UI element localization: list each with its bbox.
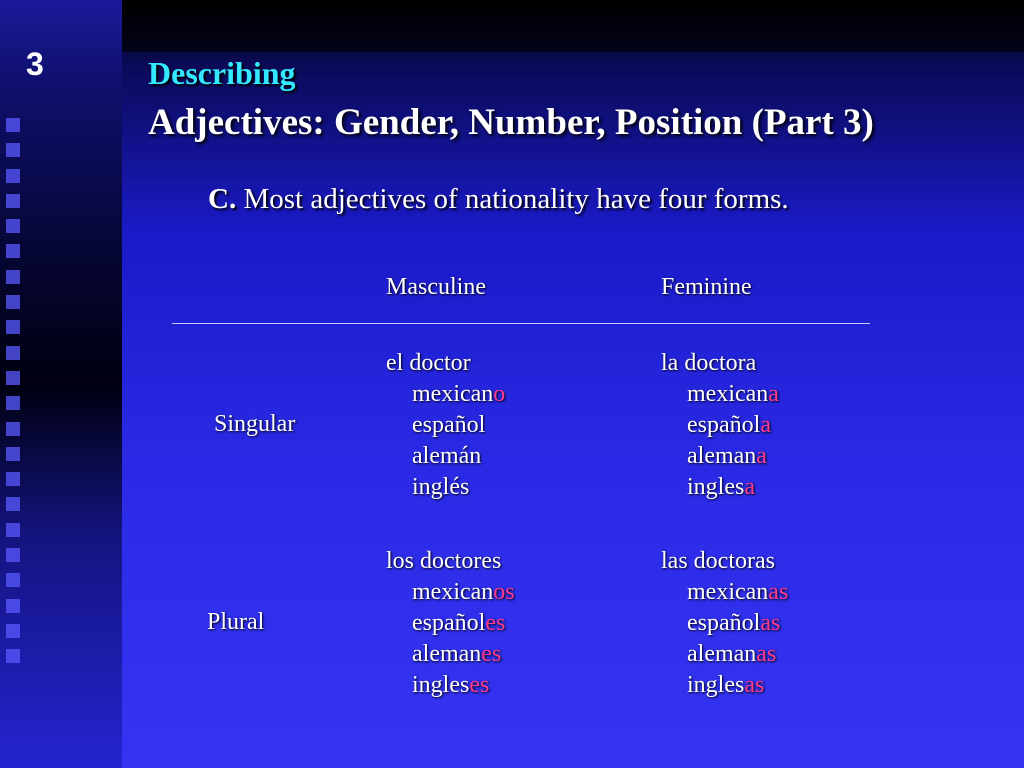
ending-highlight: o xyxy=(493,381,506,407)
adjective-form: española xyxy=(687,412,771,438)
header-divider xyxy=(172,323,870,324)
plural-masculine-cell xyxy=(386,546,515,701)
adjective-form: españoles xyxy=(412,610,506,636)
left-decorative-strip xyxy=(0,0,122,768)
ending-highlight: as xyxy=(756,641,777,667)
header-feminine: Feminine xyxy=(661,274,752,300)
adjective-form: inglesas xyxy=(687,672,765,698)
ending-highlight: a xyxy=(760,412,771,438)
row-label-singular: Singular xyxy=(214,411,296,437)
decorative-squares xyxy=(6,118,26,675)
singular-feminine-cell xyxy=(661,348,779,503)
ending-highlight: es xyxy=(485,610,506,636)
noun-phrase: el doctor xyxy=(386,350,471,376)
adjective-form: españolas xyxy=(687,610,781,636)
adjective-form: inglés xyxy=(412,474,470,500)
ending-highlight: es xyxy=(481,641,502,667)
lead-text: Most adjectives of nationality have four forms. xyxy=(236,183,789,215)
top-band xyxy=(122,0,1024,52)
ending-highlight: as xyxy=(760,610,781,636)
slide-title: Adjectives: Gender, Number, Position (Part 3) xyxy=(148,102,874,143)
ending-highlight: os xyxy=(493,579,515,605)
ending-highlight: as xyxy=(768,579,789,605)
ending-highlight: es xyxy=(469,672,490,698)
header-masculine: Masculine xyxy=(386,274,486,300)
plural-feminine-cell xyxy=(661,546,788,701)
slide-subtitle: Describing xyxy=(148,55,296,91)
adjective-form: mexicanas xyxy=(687,579,789,605)
adjective-form: alemanas xyxy=(687,641,777,667)
adjective-form: alemana xyxy=(687,443,767,469)
noun-phrase: los doctores xyxy=(386,548,502,574)
row-label-plural: Plural xyxy=(207,609,265,635)
adjective-form: español xyxy=(412,412,486,438)
lead-sentence xyxy=(208,183,789,216)
lead-letter: C. xyxy=(208,183,237,215)
ending-highlight: a xyxy=(756,443,767,469)
noun-phrase: la doctora xyxy=(661,350,757,376)
ending-highlight: a xyxy=(744,474,755,500)
ending-highlight: as xyxy=(744,672,765,698)
adjective-form: alemán xyxy=(412,443,482,469)
adjective-form: mexicana xyxy=(687,381,779,407)
adjective-form: mexicanos xyxy=(412,579,515,605)
slide-number: 3 xyxy=(26,46,44,82)
adjective-form: inglesa xyxy=(687,474,755,500)
noun-phrase: las doctoras xyxy=(661,548,775,574)
singular-masculine-cell xyxy=(386,348,505,503)
adjective-form: ingleses xyxy=(412,672,490,698)
ending-highlight: a xyxy=(768,381,779,407)
adjective-form: alemanes xyxy=(412,641,502,667)
adjective-form: mexicano xyxy=(412,381,506,407)
